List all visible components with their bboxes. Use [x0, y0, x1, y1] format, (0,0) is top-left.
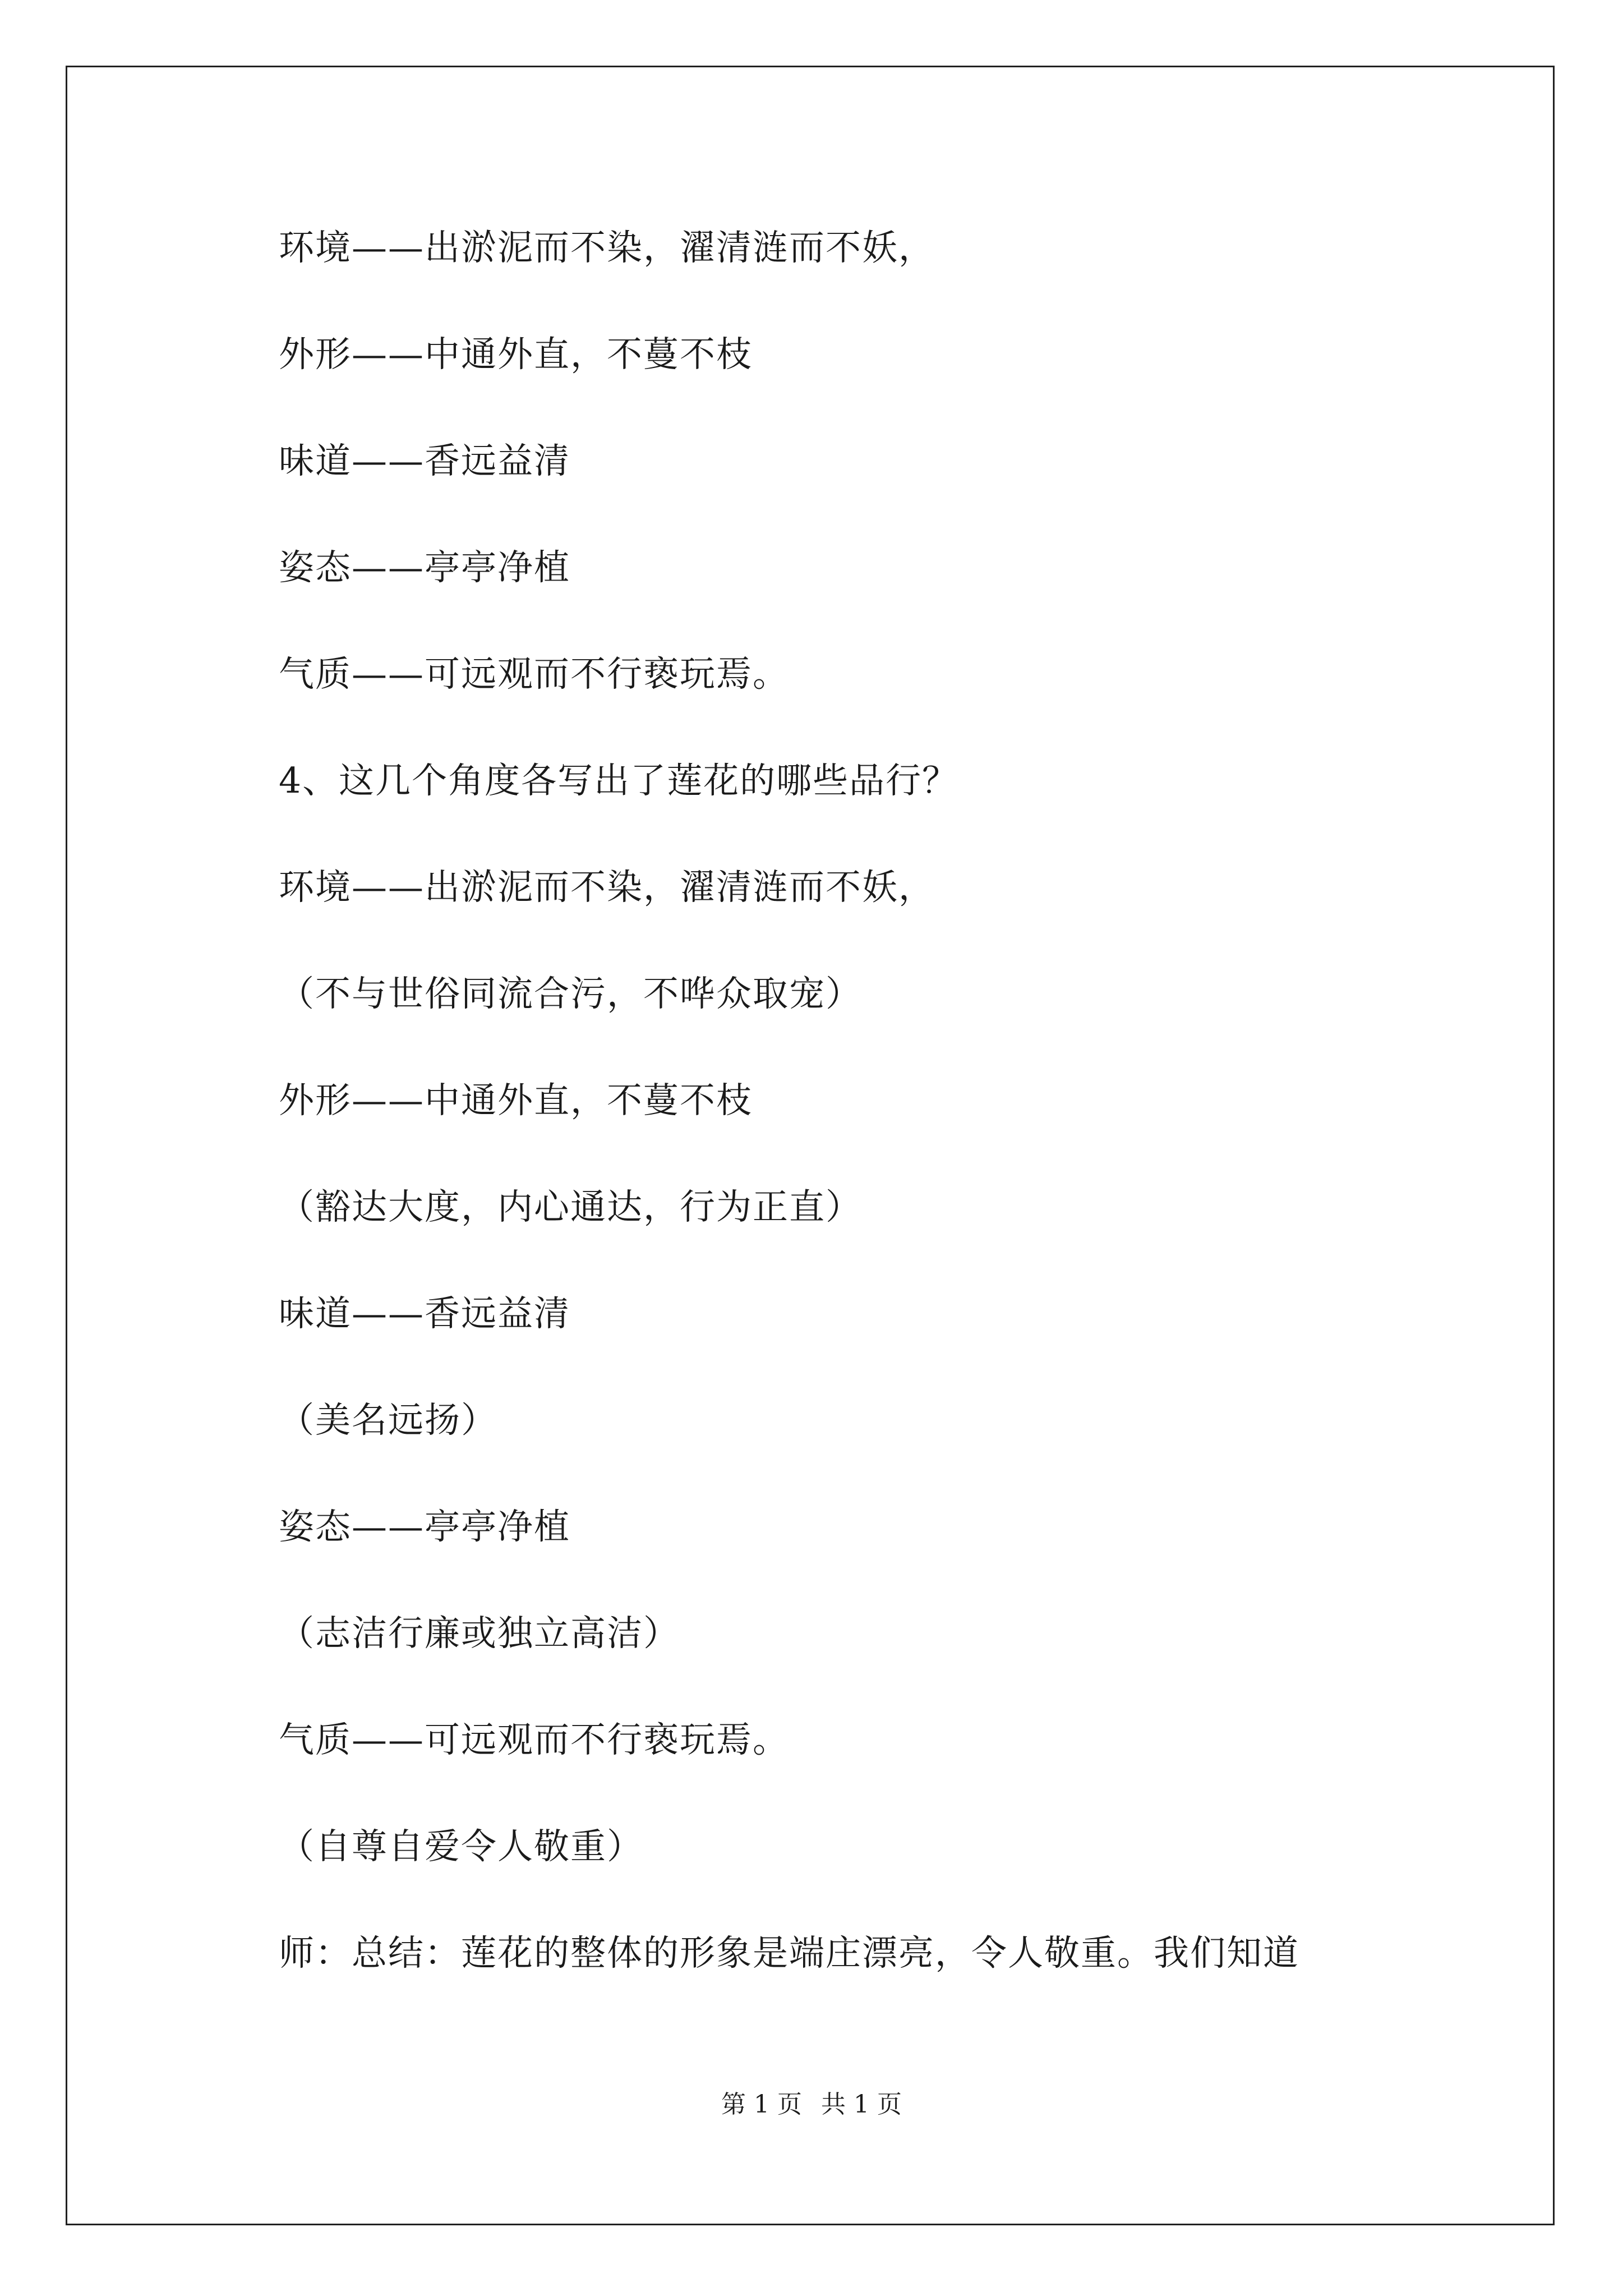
annotation-line: （美名远扬） — [279, 1400, 497, 1441]
text-line: 姿态——亭亭净植 — [279, 1506, 570, 1547]
annotation-line: （自尊自爱令人敬重） — [279, 1826, 643, 1867]
text-line: 气质——可远观而不行亵玩焉。 — [279, 1719, 789, 1760]
annotation-line: （志洁行廉或独立高洁） — [279, 1613, 680, 1654]
page-frame — [66, 66, 1555, 2225]
text-line: 环境——出淤泥而不染，濯清涟而不妖， — [279, 867, 935, 908]
page-total: 共 1 页 — [821, 2090, 902, 2119]
text-line: 外形——中通外直，不蔓不枝 — [279, 334, 753, 375]
text-line: 味道——香远益清 — [279, 440, 570, 481]
annotation-line: （不与世俗同流合污，不哗众取宠） — [279, 973, 862, 1014]
text-line: 姿态——亭亭净植 — [279, 547, 570, 588]
summary-line: 师：总结：莲花的整体的形象是端庄漂亮，令人敬重。我们知道 — [279, 1932, 1299, 1973]
page-number: 第 1 页 — [721, 2090, 802, 2119]
page-footer — [0, 2089, 1623, 2120]
text-line: 外形——中通外直，不蔓不枝 — [279, 1080, 753, 1121]
annotation-line: （豁达大度，内心通达，行为正直） — [279, 1186, 862, 1227]
text-line: 环境——出淤泥而不染，濯清涟而不妖， — [279, 227, 935, 268]
text-line: 气质——可远观而不行亵玩焉。 — [279, 654, 789, 694]
question-heading: 4、这几个角度各写出了莲花的哪些品行？ — [279, 760, 959, 801]
text-line: 味道——香远益清 — [279, 1293, 570, 1334]
